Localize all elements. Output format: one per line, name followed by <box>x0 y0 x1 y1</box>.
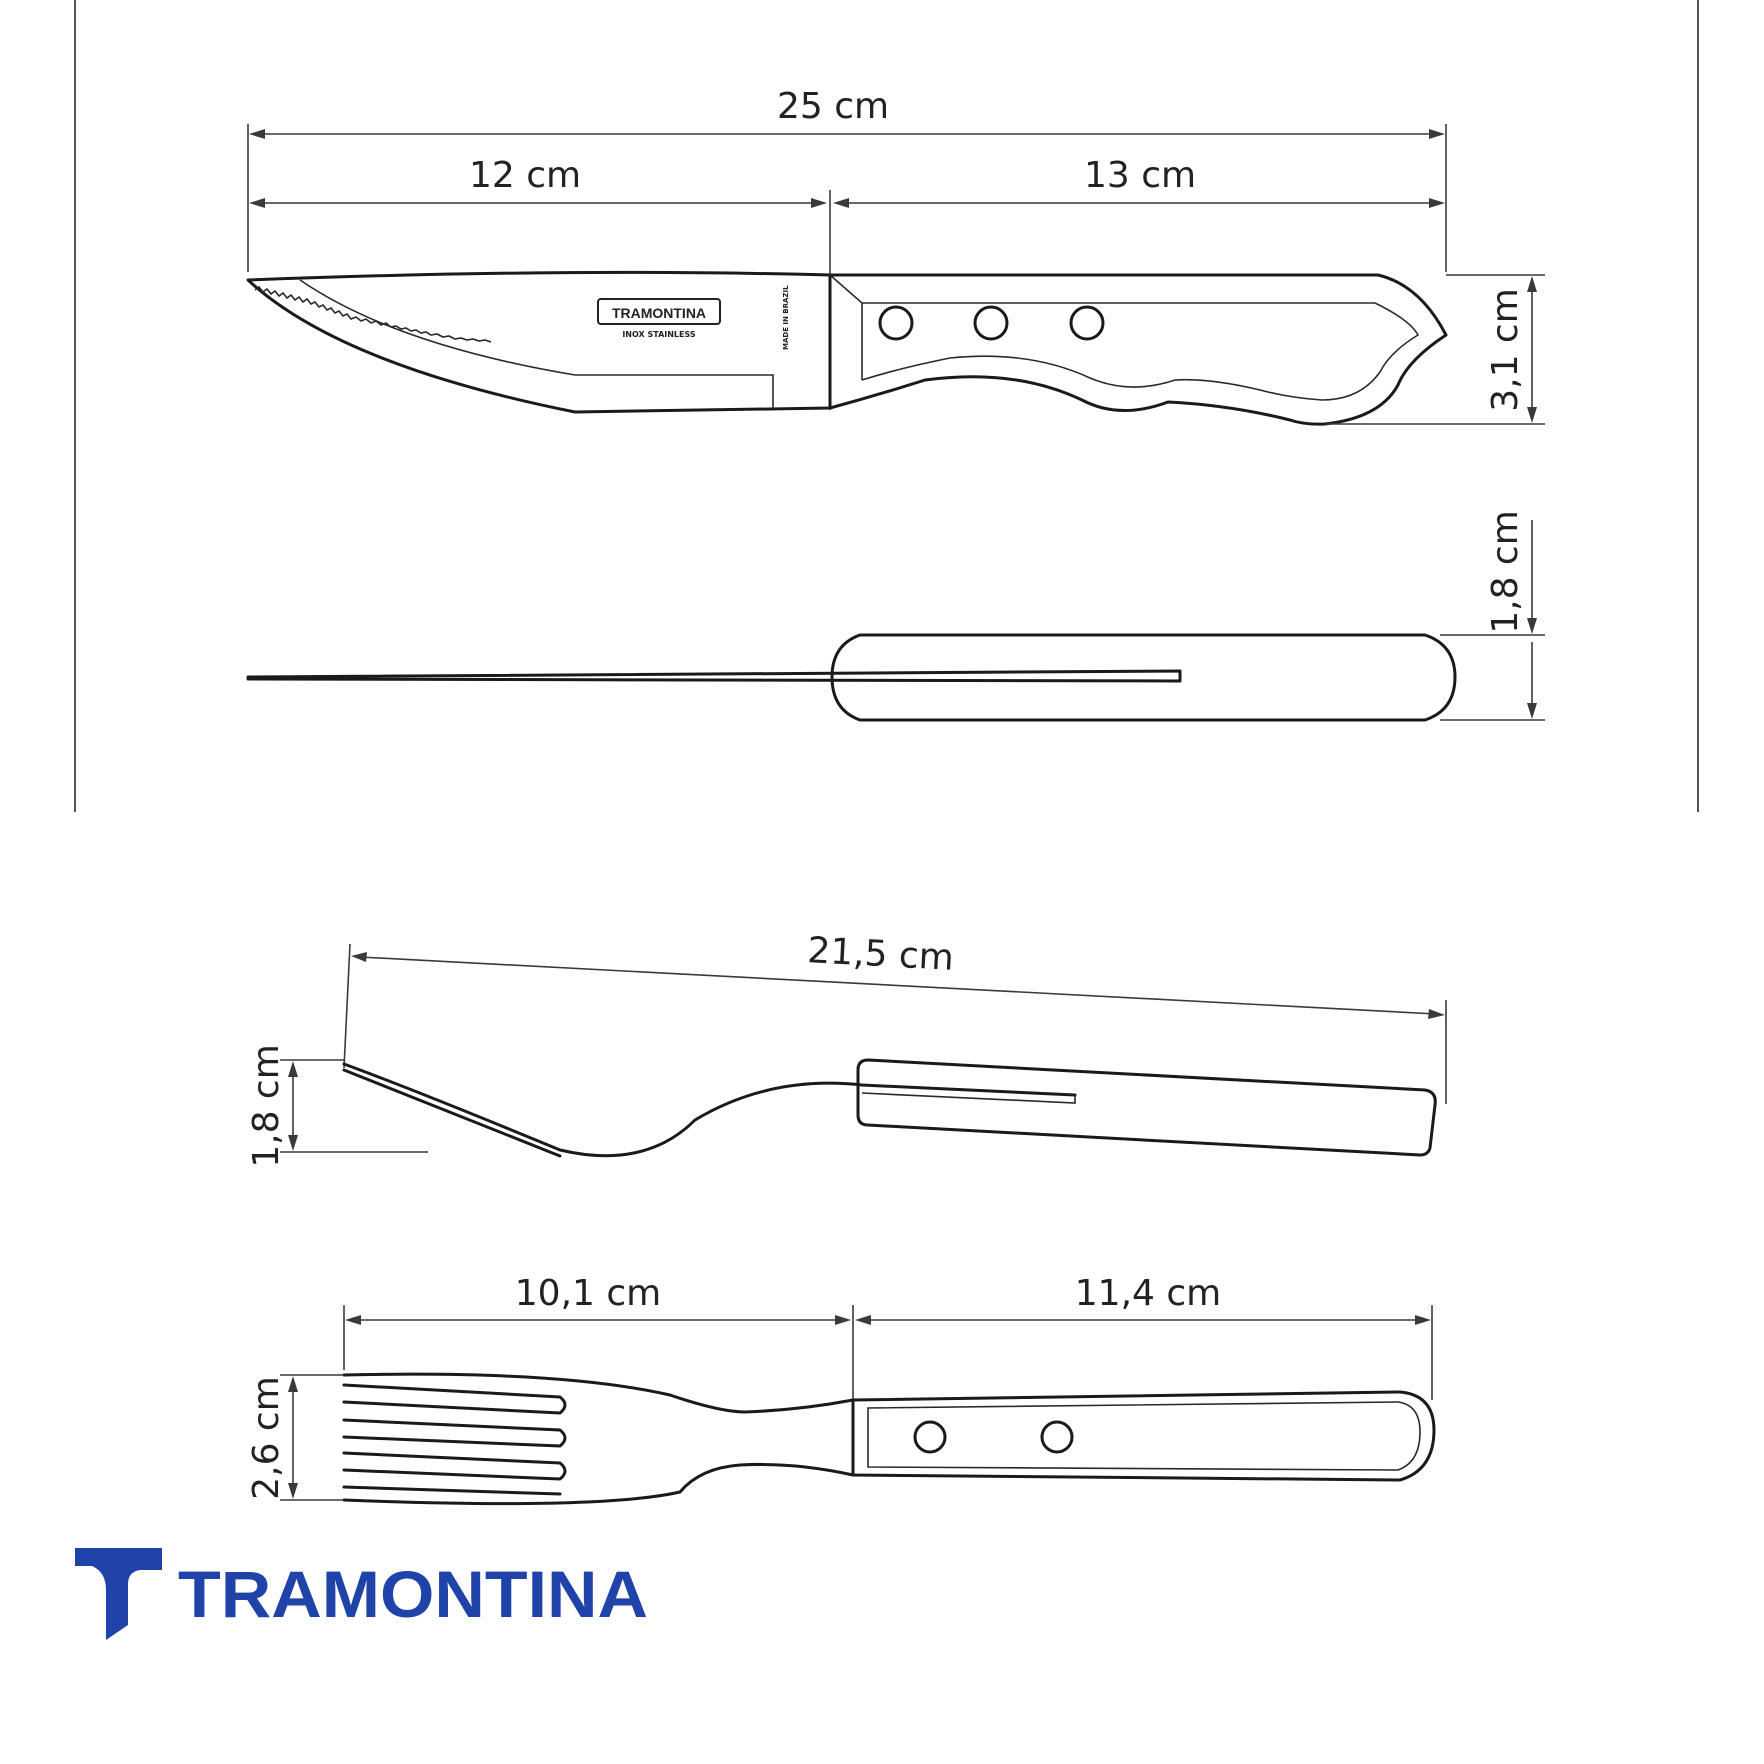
fork-head-length-label: 10,1 cm <box>514 1273 662 1314</box>
blade-stamp-origin: MADE IN BRAZIL <box>782 285 790 350</box>
fork-handle-length-label: 11,4 cm <box>1074 1273 1222 1314</box>
knife-blade-length-label: 12 cm <box>468 155 582 196</box>
blade-stamp-sub: INOX STAINLESS <box>622 330 696 339</box>
tramontina-logo-text: TRAMONTINA <box>178 1557 648 1631</box>
fork-overall-length-label: 21,5 cm <box>806 930 955 979</box>
fork-curve-height-label: 1,8 cm <box>246 1044 287 1168</box>
knife-handle-length-label: 13 cm <box>1083 155 1197 196</box>
knife-overall-length-label: 25 cm <box>776 86 890 127</box>
fork-head-width-label: 2,6 cm <box>246 1376 287 1500</box>
knife-height-label: 3,1 cm <box>1485 288 1526 412</box>
drawing-panel <box>75 0 1695 1640</box>
blade-stamp-brand: TRAMONTINA <box>611 305 707 321</box>
knife-thickness-label: 1,8 cm <box>1485 510 1526 634</box>
